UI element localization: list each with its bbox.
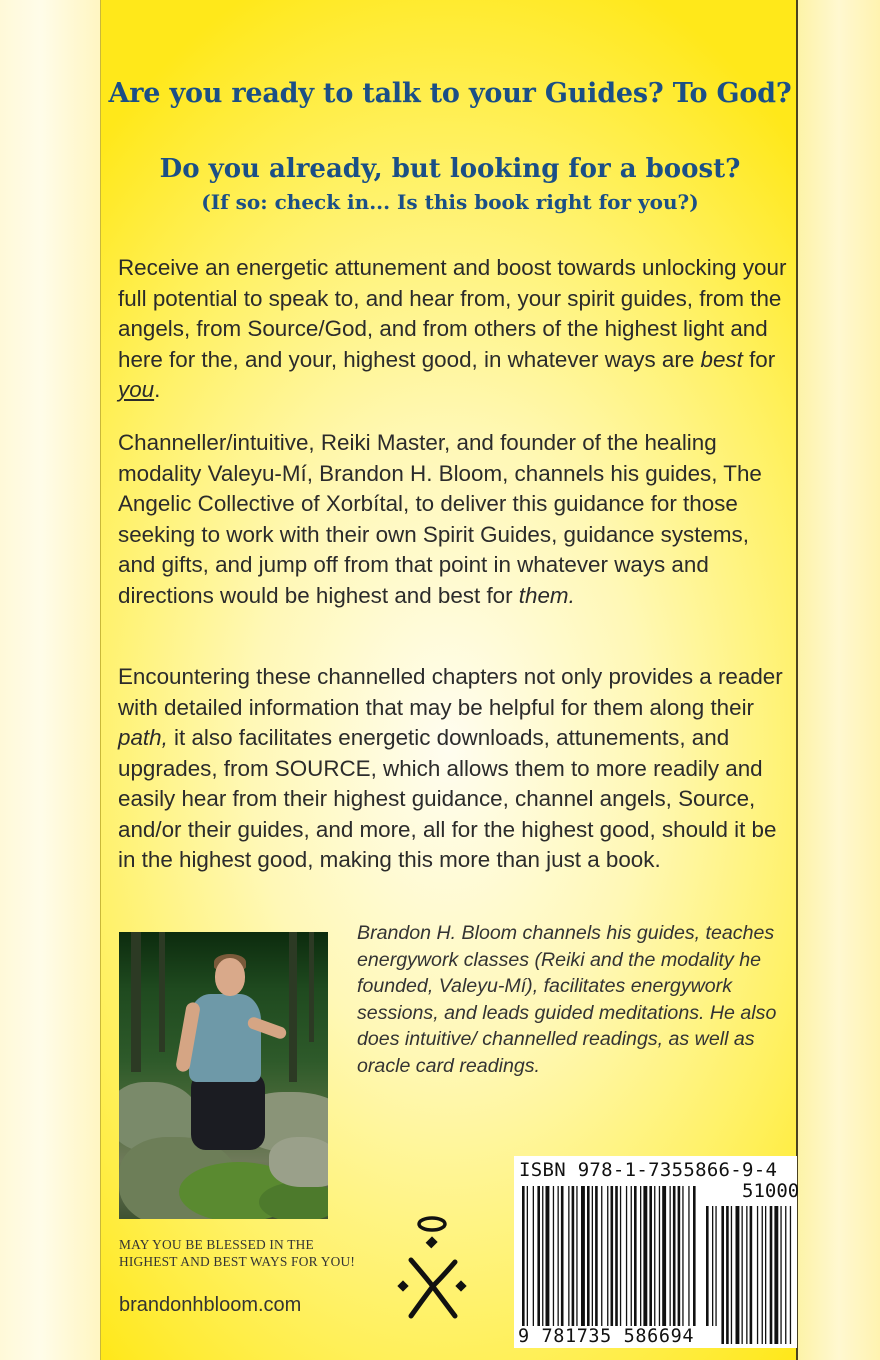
- angel-logo-icon: [397, 1212, 467, 1324]
- price-addon-code: 51000: [742, 1180, 800, 1202]
- blessing-line-1: MAY YOU BE BLESSED IN THE: [119, 1237, 314, 1252]
- author-bio: Brandon H. Bloom channels his guides, teaches energywork classes (Reiki and the modality he founded, Valeyu-Mí), facilitates energywork sessions, and leads guided meditations. He also does intuitive/ channelled readings, as well as oracle card readings.: [357, 922, 777, 1077]
- blessing-text: [119, 1236, 399, 1270]
- paragraph-channelled-chapters: [118, 662, 790, 876]
- isbn-barcode: [514, 1156, 800, 1348]
- isbn-label: ISBN 978-1-7355866-9-4: [519, 1159, 778, 1181]
- book-back-cover: [100, 0, 798, 1360]
- paragraph-author-intro: [118, 428, 790, 611]
- headline-boost-question: Do you already, but looking for a boost?: [159, 154, 741, 184]
- paragraph-3-text-b: it also facilitates energetic downloads, attunements, and upgrades, from SOURCE, which allows them to more readily and easily hear from their highest guidance, channel angels, Source, and/or their guides, and more, all for the highest good, should it be in the highest good, making this more than just a book.: [118, 725, 777, 872]
- emphasis-path: path,: [118, 725, 168, 750]
- emphasis-you: you: [118, 377, 155, 402]
- paragraph-2-text-a: Channeller/intuitive, Reiki Master, and founder of the healing modality Valeyu-Mí, Brandon H. Bloom, channels his guides, The Angelic Collective of Xorbítal, to deliver this guidance for those seeking to work with their own Spirit Guides, guidance systems, and gifts, and jump off from that point in whatever ways and directions would be highest and best for: [118, 430, 762, 608]
- emphasis-them: them.: [518, 582, 575, 608]
- author-website[interactable]: brandonhbloom.com: [119, 1294, 302, 1316]
- headline-check-in: (If so: check in... Is this book right for you?): [201, 190, 699, 214]
- ean-digits: 9 781735 586694: [514, 1326, 718, 1347]
- author-photo: [119, 932, 328, 1219]
- paragraph-attunement: [118, 253, 790, 406]
- left-page-edge: [0, 0, 100, 1360]
- paragraph-3-text-a: Encountering these channelled chapters not only provides a reader with detailed information that may be helpful for them along their: [118, 664, 783, 720]
- paragraph-1-text-c: .: [154, 377, 161, 402]
- emphasis-best: best: [700, 346, 743, 372]
- paragraph-1-text-a: Receive an energetic attunement and boost towards unlocking your full potential to speak to, and hear from, your spirit guides, from the angels, from Source/God, and from others of the highest light and here for the, and your, highest good, in whatever ways are: [118, 255, 787, 372]
- blessing-line-2: HIGHEST AND BEST WAYS FOR YOU!: [119, 1254, 356, 1269]
- headline-guides-question: Are you ready to talk to your Guides? To God?: [108, 78, 792, 109]
- right-page-edge: [798, 0, 880, 1360]
- paragraph-1-text-b: for: [742, 346, 776, 372]
